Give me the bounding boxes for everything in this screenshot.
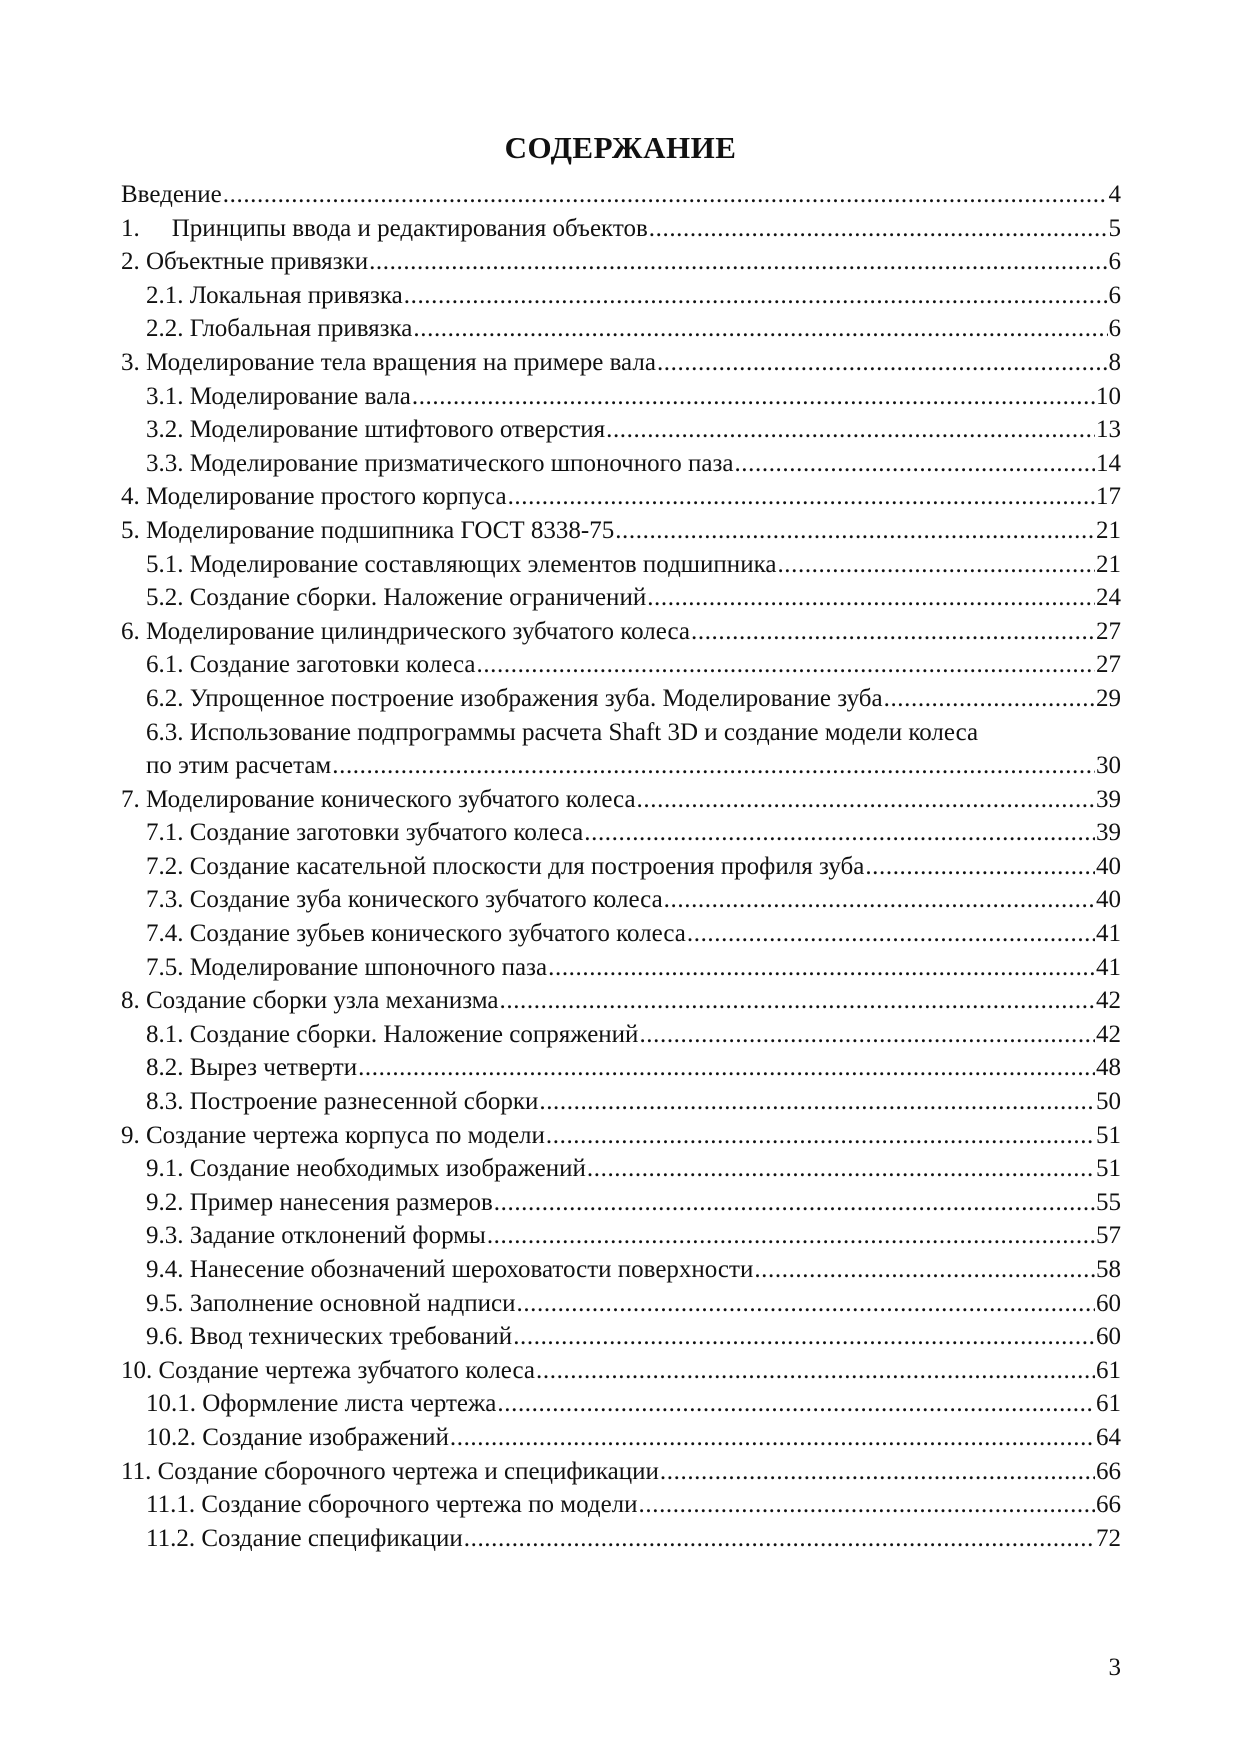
toc-entry (121, 178, 1121, 212)
toc-entry (121, 1219, 1121, 1253)
dot-leader (687, 917, 1095, 951)
toc-entry-label: 9.6. Ввод технических требований (146, 1323, 513, 1351)
dot-leader (615, 514, 1095, 548)
toc-entry-label: 5.2. Создание сборки. Наложение ограничений (146, 584, 647, 612)
toc-entry (121, 380, 1121, 414)
toc-entry-page: 72 (1096, 1524, 1121, 1552)
toc-entry-page: 66 (1096, 1457, 1121, 1485)
dot-leader (464, 1522, 1095, 1556)
dot-leader (536, 1354, 1095, 1388)
toc-entry-label: 8.1. Создание сборки. Наложение сопряжений (146, 1020, 639, 1048)
toc-entry-page: 27 (1096, 651, 1121, 679)
toc-entry-page: 5 (1108, 214, 1121, 242)
toc-entry-label: 10.2. Создание изображений (146, 1423, 449, 1451)
toc-entry (121, 346, 1121, 380)
toc-entry-page: 42 (1096, 1020, 1121, 1048)
toc-entry (121, 648, 1121, 682)
toc-entry (121, 581, 1121, 615)
toc-entry-page: 51 (1096, 1121, 1121, 1149)
dot-leader (546, 1119, 1095, 1153)
toc-entry (121, 883, 1121, 917)
toc-entry-page: 64 (1096, 1423, 1121, 1451)
dot-leader (606, 413, 1095, 447)
dot-leader (413, 312, 1107, 346)
table-of-contents (121, 178, 1121, 1555)
toc-entry (121, 1522, 1121, 1556)
toc-entry-label: 5. Моделирование подшипника ГОСТ 8338-75 (121, 516, 615, 544)
toc-entry-label: 9.2. Пример нанесения размеров (146, 1188, 493, 1216)
dot-leader (649, 212, 1108, 246)
toc-entry (121, 413, 1121, 447)
toc-entry-label: 8.2. Вырез четверти (146, 1054, 358, 1082)
dot-leader (476, 648, 1095, 682)
toc-entry-label: по этим расчетам (146, 752, 332, 780)
dot-leader (487, 1219, 1095, 1253)
dot-leader (497, 1387, 1095, 1421)
toc-entry (121, 816, 1121, 850)
toc-entry-page: 51 (1096, 1155, 1121, 1183)
dot-leader (734, 447, 1095, 481)
dot-leader (513, 1320, 1095, 1354)
toc-entry-label: 3.1. Моделирование вала (146, 382, 411, 410)
toc-entry-label: 2. Объектные привязки (121, 248, 369, 276)
toc-entry-number: 1. (121, 214, 140, 242)
toc-entry (121, 1152, 1121, 1186)
toc-entry-page: 61 (1096, 1356, 1121, 1384)
dot-leader (660, 1455, 1095, 1489)
dot-leader (404, 279, 1108, 313)
toc-entry (121, 682, 1121, 716)
toc-entry (121, 548, 1121, 582)
dot-leader (508, 480, 1095, 514)
toc-entry (121, 1119, 1121, 1153)
toc-entry-page: 40 (1096, 852, 1121, 880)
toc-entry (121, 245, 1121, 279)
dot-leader (369, 245, 1107, 279)
dot-leader (450, 1421, 1095, 1455)
toc-entry (121, 1253, 1121, 1287)
toc-entry-continuation (121, 749, 1121, 783)
toc-entry-page: 57 (1096, 1222, 1121, 1250)
toc-entry-label: 11. Создание сборочного чертежа и спецификации (121, 1457, 659, 1485)
toc-entry-page: 66 (1096, 1491, 1121, 1519)
toc-entry-page: 10 (1096, 382, 1121, 410)
dot-leader (664, 883, 1095, 917)
toc-entry (121, 480, 1121, 514)
toc-entry-page: 41 (1096, 920, 1121, 948)
toc-entry (121, 850, 1121, 884)
toc-entry (121, 984, 1121, 1018)
toc-entry-page: 6 (1108, 248, 1121, 276)
toc-entry-page: 50 (1096, 1088, 1121, 1116)
toc-entry-page: 14 (1096, 449, 1121, 477)
toc-entry-page: 61 (1096, 1390, 1121, 1418)
dot-leader (358, 1051, 1095, 1085)
dot-leader (637, 783, 1095, 817)
toc-entry-page: 13 (1096, 416, 1121, 444)
toc-entry-label: 8. Создание сборки узла механизма (121, 987, 499, 1015)
toc-entry-label: 3. Моделирование тела вращения на примере вала (121, 348, 656, 376)
dot-leader (754, 1253, 1095, 1287)
toc-entry (121, 1455, 1121, 1489)
dot-leader (865, 850, 1095, 884)
toc-entry (121, 1387, 1121, 1421)
toc-entry (121, 951, 1121, 985)
toc-entry-page: 27 (1096, 617, 1121, 645)
toc-entry-label: 10.1. Оформление листа чертежа (146, 1390, 497, 1418)
toc-entry (121, 1051, 1121, 1085)
dot-leader (584, 816, 1095, 850)
dot-leader (516, 1287, 1095, 1321)
toc-entry (121, 312, 1121, 346)
dot-leader (539, 1085, 1095, 1119)
toc-entry-page: 40 (1096, 886, 1121, 914)
toc-entry-label: 11.2. Создание спецификации (146, 1524, 463, 1552)
toc-entry (121, 1421, 1121, 1455)
toc-entry-label: 7. Моделирование конического зубчатого колеса (121, 785, 636, 813)
dot-leader (639, 1018, 1095, 1052)
toc-entry-page: 48 (1096, 1054, 1121, 1082)
toc-entry (121, 1488, 1121, 1522)
toc-entry-label: 5.1. Моделирование составляющих элементов подшипника (146, 550, 777, 578)
toc-entry-page: 60 (1096, 1289, 1121, 1317)
dot-leader (884, 682, 1095, 716)
toc-entry-label: 9.1. Создание необходимых изображений (146, 1155, 586, 1183)
toc-entry (121, 1354, 1121, 1388)
dot-leader (500, 984, 1096, 1018)
dot-leader (548, 951, 1095, 985)
toc-entry-label: 11.1. Создание сборочного чертежа по модели (146, 1491, 638, 1519)
toc-entry-label: 9. Создание чертежа корпуса по модели (121, 1121, 545, 1149)
toc-entry-page: 39 (1096, 819, 1121, 847)
toc-entry-page: 8 (1108, 348, 1121, 376)
toc-entry-label: 6.2. Упрощенное построение изображения зуба. Моделирование зуба (146, 684, 883, 712)
toc-entry-label: 3.3. Моделирование призматического шпоночного паза (146, 449, 734, 477)
dot-leader (223, 178, 1108, 212)
toc-entry-label: Введение (121, 181, 222, 208)
toc-entry-label: 4. Моделирование простого корпуса (121, 483, 507, 511)
toc-entry-label: 9.4. Нанесение обозначений шероховатости поверхности (146, 1256, 754, 1283)
page-number: 3 (1108, 1654, 1121, 1681)
toc-entry-page: 4 (1108, 181, 1121, 208)
toc-entry-label: 7.3. Создание зуба конического зубчатого колеса (146, 886, 663, 914)
toc-entry-label: 7.2. Создание касательной плоскости для построения профиля зуба (146, 852, 865, 880)
toc-entry-label: 10. Создание чертежа зубчатого колеса (121, 1356, 536, 1384)
toc-entry (121, 1085, 1121, 1119)
dot-leader (647, 581, 1095, 615)
toc-entry-label: 7.4. Создание зубьев конического зубчатого колеса (146, 920, 686, 948)
toc-entry (121, 1320, 1121, 1354)
toc-entry (121, 514, 1121, 548)
dot-leader (412, 380, 1095, 414)
toc-entry-label: 9.3. Задание отклонений формы (146, 1222, 486, 1250)
toc-entry-page: 60 (1096, 1323, 1121, 1351)
dot-leader (587, 1152, 1095, 1186)
dot-leader (639, 1488, 1095, 1522)
toc-entry-page: 39 (1096, 785, 1121, 813)
toc-entry (121, 1186, 1121, 1220)
toc-entry-page: 30 (1096, 752, 1121, 780)
dot-leader (657, 346, 1108, 380)
dot-leader (332, 749, 1095, 783)
dot-leader (494, 1186, 1095, 1220)
toc-entry-label: 9.5. Заполнение основной надписи (146, 1289, 516, 1317)
toc-entry (121, 212, 1121, 246)
toc-entry-page: 6 (1108, 281, 1121, 309)
toc-entry (121, 1018, 1121, 1052)
toc-entry-page: 17 (1096, 483, 1121, 511)
toc-entry (121, 783, 1121, 817)
toc-entry-page: 24 (1096, 584, 1121, 612)
toc-entry-label: 3.2. Моделирование штифтового отверстия (146, 416, 606, 444)
toc-entry-page: 21 (1096, 516, 1121, 544)
toc-entry-label: 2.2. Глобальная привязка (146, 315, 413, 343)
toc-entry-page: 21 (1096, 550, 1121, 578)
toc-entry (121, 447, 1121, 481)
toc-entry-page: 55 (1096, 1188, 1121, 1216)
toc-entry-page: 58 (1096, 1256, 1121, 1283)
toc-entry-label: 7.5. Моделирование шпоночного паза (146, 953, 548, 981)
toc-entry (121, 279, 1121, 313)
toc-entry (121, 1287, 1121, 1321)
toc-entry-label: 2.1. Локальная привязка (146, 281, 403, 309)
toc-entry (121, 716, 1121, 750)
toc-entry-label: 6.3. Использование подпрограммы расчета Shaft 3D и создание модели колеса (146, 718, 979, 746)
dot-leader (777, 548, 1095, 582)
toc-entry-page: 41 (1096, 953, 1121, 981)
toc-entry (121, 615, 1121, 649)
page-title: СОДЕРЖАНИЕ (504, 130, 737, 165)
toc-entry-label: 7.1. Создание заготовки зубчатого колеса (146, 819, 584, 847)
toc-entry-page: 29 (1096, 684, 1121, 712)
dot-leader (691, 615, 1095, 649)
toc-entry-page: 6 (1108, 315, 1121, 343)
toc-entry-text: Принципы ввода и редактирования объектов (171, 214, 648, 242)
toc-entry-label: 6.1. Создание заготовки колеса (146, 651, 476, 679)
toc-entry-label: 6. Моделирование цилиндрического зубчатого колеса (121, 617, 690, 645)
toc-entry-page: 42 (1096, 987, 1121, 1015)
toc-entry-label: 8.3. Построение разнесенной сборки (146, 1088, 539, 1116)
toc-entry (121, 917, 1121, 951)
toc-entry-label (121, 212, 648, 246)
